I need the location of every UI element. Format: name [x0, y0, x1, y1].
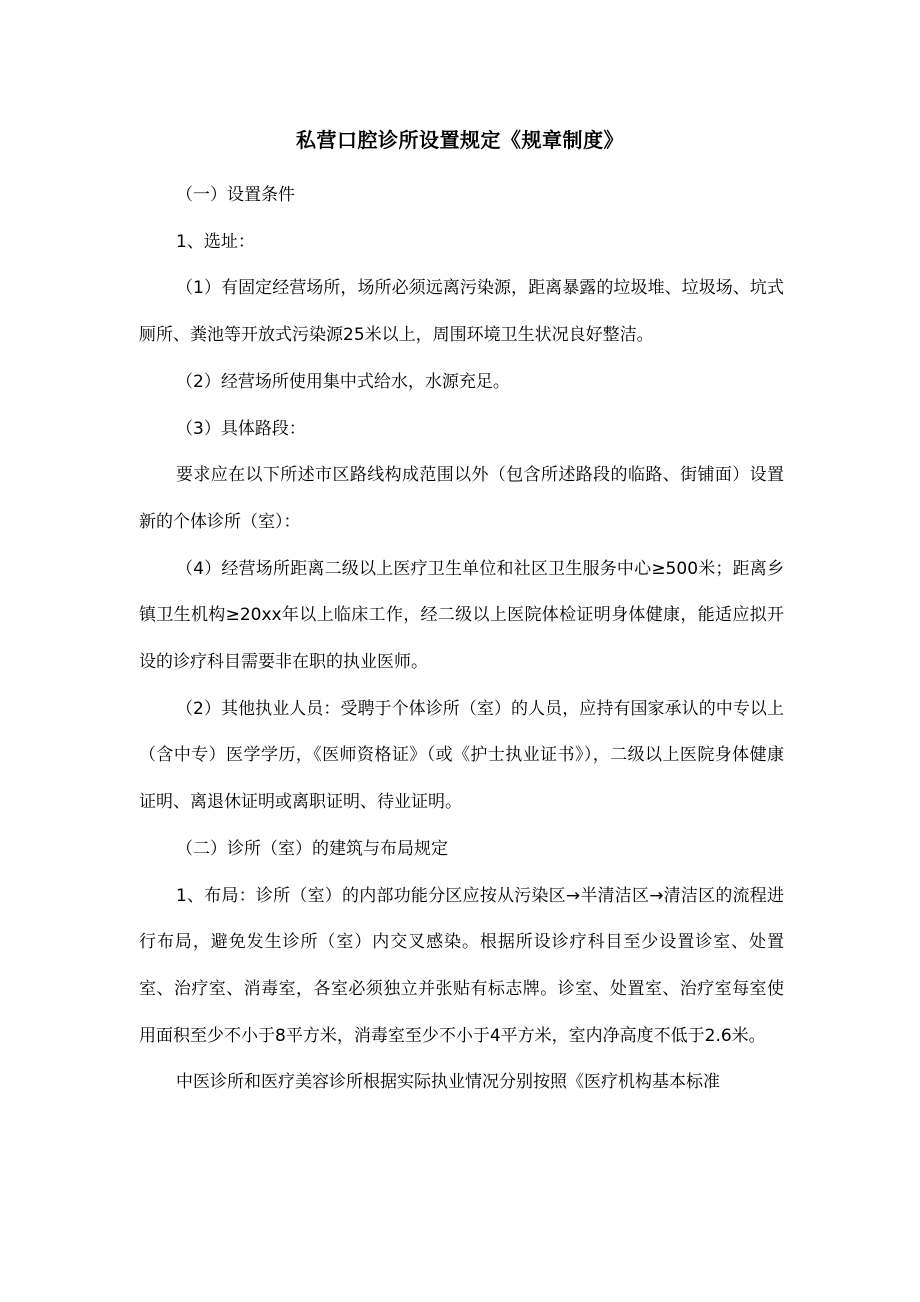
- paragraph-specific-roads: （3）具体路段：: [176, 418, 306, 439]
- paragraph-distance-requirement: （4）经营场所距离二级以上医疗卫生单位和社区卫生服务中心≥500米；距离乡镇卫生机构≥20xx年以上临床工作，经二级以上医院体检证明身体健康，能适应拟开设的诊疗科目需要非在职的执业医师。: [139, 558, 784, 673]
- document-title: 私营口腔诊所设置规定《规章制度》: [296, 128, 624, 152]
- section-heading-setup-conditions: （一）设置条件: [176, 185, 295, 205]
- paragraph-water-supply: （2）经营场所使用集中式给水，水源充足。: [176, 371, 510, 392]
- item-site-selection: 1、选址：: [176, 231, 255, 252]
- paragraph-layout: 1、布局：诊所（室）的内部功能分区应按从污染区→半清洁区→清洁区的流程进行布局，避免发生诊所（室）内交叉感染。根据所设诊疗科目至少设置诊室、处置室、治疗室、消毒室，各室必须独立并张贴有标志牌。诊室、处置室、治疗室每室使用面积至少不小于8平方米，消毒室至少不小于4平方米，室内净高度不低于2.6米。: [139, 885, 784, 1046]
- paragraph-fixed-premises: （1）有固定经营场所，场所必须远离污染源，距离暴露的垃圾堆、垃圾场、坑式厕所、粪池等开放式污染源25米以上，周围环境卫生状况良好整洁。: [139, 278, 784, 346]
- document-body: [139, 172, 784, 1106]
- section-heading-building-layout: （二）诊所（室）的建筑与布局规定: [176, 838, 448, 859]
- paragraph-other-staff: （2）其他执业人员：受聘于个体诊所（室）的人员，应持有国家承认的中专以上（含中专）医学学历，《医师资格证》（或《护士执业证书》），二级以上医院身体健康证明、离退休证明或离职证明、待业证明。: [139, 698, 784, 813]
- paragraph-road-requirement: 要求应在以下所述市区路线构成范围以外（包含所述路段的临路、街铺面）设置新的个体诊所（室）：: [139, 465, 784, 532]
- paragraph-tcm-clinics: 中医诊所和医疗美容诊所根据实际执业情况分别按照《医疗机构基本标准: [176, 1072, 720, 1093]
